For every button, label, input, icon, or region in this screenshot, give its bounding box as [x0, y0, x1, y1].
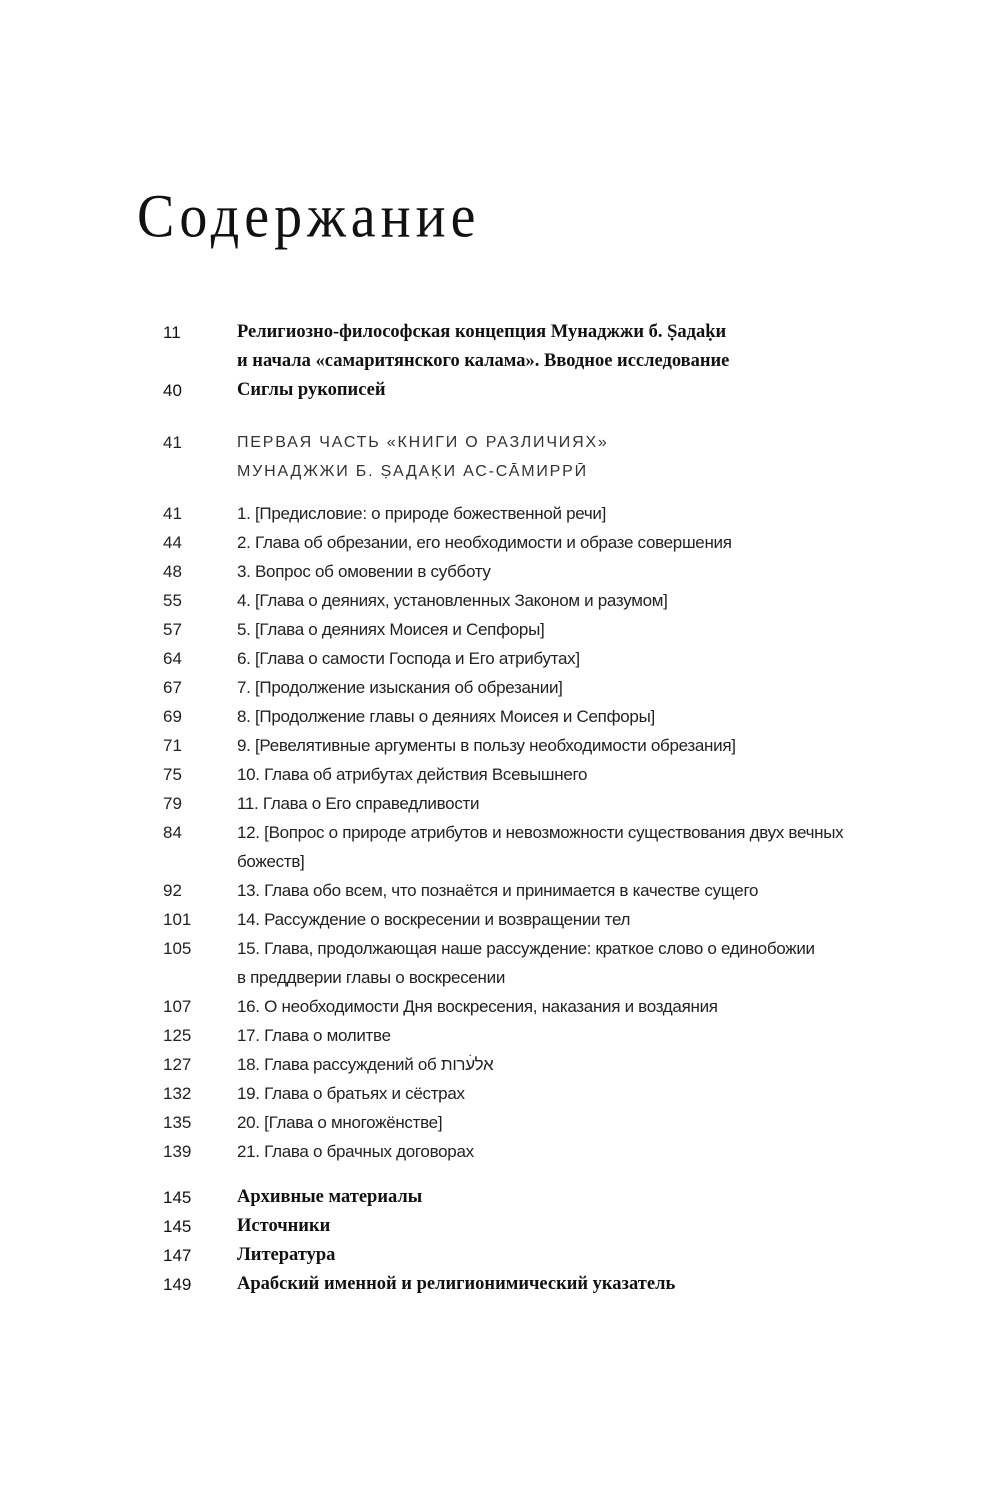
entry-title — [237, 318, 867, 376]
entry-title — [237, 1021, 867, 1050]
entry-title — [237, 644, 867, 673]
entry-title-line: 16. О необходимости Дня воскресения, наказания и воздаяния — [237, 997, 718, 1016]
entry-title-line: 20. [Глава о многожёнстве] — [237, 1113, 443, 1132]
entry-title — [237, 1108, 867, 1137]
entry-title-line: 4. [Глава о деяниях, установленных Законом и разумом] — [237, 591, 668, 610]
entry-title — [237, 1241, 867, 1270]
entry-title-line: ПЕРВАЯ ЧАСТЬ «КНИГИ О РАЗЛИЧИЯХ» — [237, 434, 609, 451]
entry-title-line: 21. Глава о брачных договорах — [237, 1142, 474, 1161]
page-number: 84 — [163, 823, 182, 842]
entry-title — [237, 428, 867, 486]
entry-title — [237, 1212, 867, 1241]
page-number: 147 — [163, 1246, 192, 1265]
entry-title — [237, 789, 867, 818]
page-number: 69 — [163, 707, 182, 726]
entry-title — [237, 1079, 867, 1108]
entry-title-line: 15. Глава, продолжающая наше рассуждение: краткое слово о единобожии — [237, 939, 815, 958]
entry-title — [237, 934, 867, 992]
entry-title-line: 8. [Продолжение главы о деяниях Моисея и Сепфоры] — [237, 707, 655, 726]
entry-title — [237, 905, 867, 934]
page-number: 149 — [163, 1275, 192, 1294]
entry-title-line: 6. [Глава о самости Господа и Его атрибутах] — [237, 649, 580, 668]
page-number: 41 — [163, 504, 182, 523]
page-number: 105 — [163, 939, 192, 958]
page-number: 71 — [163, 736, 182, 755]
entry-title — [237, 376, 867, 405]
entry-title-line: 9. [Ревелятивные аргументы в пользу необходимости обрезания] — [237, 736, 736, 755]
page-number: 67 — [163, 678, 182, 697]
page-number: 127 — [163, 1055, 192, 1074]
entry-title — [237, 557, 867, 586]
entry-title-line: 1. [Предисловие: о природе божественной речи] — [237, 504, 607, 523]
entry-title — [237, 992, 867, 1021]
entry-title — [237, 1270, 867, 1299]
entry-title — [237, 731, 867, 760]
entry-title-line: в преддверии главы о воскресении — [237, 968, 506, 987]
page-number: 145 — [163, 1188, 192, 1207]
entry-title — [237, 615, 867, 644]
entry-title-line: Арабский именной и религионимический указатель — [237, 1274, 676, 1294]
entry-title — [237, 760, 867, 789]
page-number: 145 — [163, 1217, 192, 1236]
entry-title — [237, 818, 867, 876]
entry-title-line: Религиозно-философская концепция Мунаджжи б. Ṣадаḳи — [237, 322, 727, 342]
entry-title-line: и начала «самаритянского калама». Вводное исследование — [237, 351, 730, 371]
entry-title — [237, 499, 867, 528]
entry-title-line: 5. [Глава о деяниях Моисея и Сепфоры] — [237, 620, 545, 639]
page-number: 125 — [163, 1026, 192, 1045]
entry-title-line: 14. Рассуждение о воскресении и возвращении тел — [237, 910, 631, 929]
entry-title-line: 18. Глава рассуждений об אלעׄרות — [237, 1055, 494, 1074]
entry-title-line: 3. Вопрос об омовении в субботу — [237, 562, 491, 581]
entry-title-line: Сиглы рукописей — [237, 380, 386, 400]
page-number: 135 — [163, 1113, 192, 1132]
entry-title — [237, 702, 867, 731]
entry-title-line: 11. Глава о Его справедливости — [237, 794, 480, 813]
entry-title-line: 17. Глава о молитве — [237, 1026, 391, 1045]
entry-title-line: 19. Глава о братьях и сёстрах — [237, 1084, 465, 1103]
entry-title — [237, 1183, 867, 1212]
entry-title — [237, 673, 867, 702]
page-number: 101 — [163, 910, 192, 929]
entry-title-line: 10. Глава об атрибутах действия Всевышнего — [237, 765, 588, 784]
entry-title-line: Литература — [237, 1245, 336, 1265]
page-number: 44 — [163, 533, 182, 552]
page-number: 92 — [163, 881, 182, 900]
page-number: 132 — [163, 1084, 192, 1103]
entry-title-line: 12. [Вопрос о природе атрибутов и невозможности существования двух вечных — [237, 823, 844, 842]
page-number: 57 — [163, 620, 182, 639]
entry-title — [237, 1137, 867, 1166]
page-number: 75 — [163, 765, 182, 784]
entry-title-line: божеств] — [237, 852, 305, 871]
entry-title-line: Архивные материалы — [237, 1187, 423, 1207]
page-number: 55 — [163, 591, 182, 610]
entry-title — [237, 586, 867, 615]
page-number: 139 — [163, 1142, 192, 1161]
entry-title-line: МУНАДЖЖИ Б. ṢАДАḲИ АС-СА̄МИРРӢ — [237, 463, 588, 480]
page-number: 107 — [163, 997, 192, 1016]
entry-title-line: 7. [Продолжение изыскания об обрезании] — [237, 678, 563, 697]
page-number: 11 — [163, 323, 181, 342]
entry-title — [237, 876, 867, 905]
page-number: 64 — [163, 649, 182, 668]
page-number: 41 — [163, 433, 182, 452]
entry-title — [237, 528, 867, 557]
page-title: Содержание — [137, 182, 481, 251]
entry-title-line: 13. Глава обо всем, что познаётся и принимается в качестве сущего — [237, 881, 759, 900]
entry-title-line: Источники — [237, 1216, 331, 1236]
page-number: 79 — [163, 794, 182, 813]
page-number: 40 — [163, 381, 182, 400]
entry-title-line: 2. Глава об обрезании, его необходимости и образе совершения — [237, 533, 732, 552]
page-number: 48 — [163, 562, 182, 581]
entry-title — [237, 1050, 867, 1079]
